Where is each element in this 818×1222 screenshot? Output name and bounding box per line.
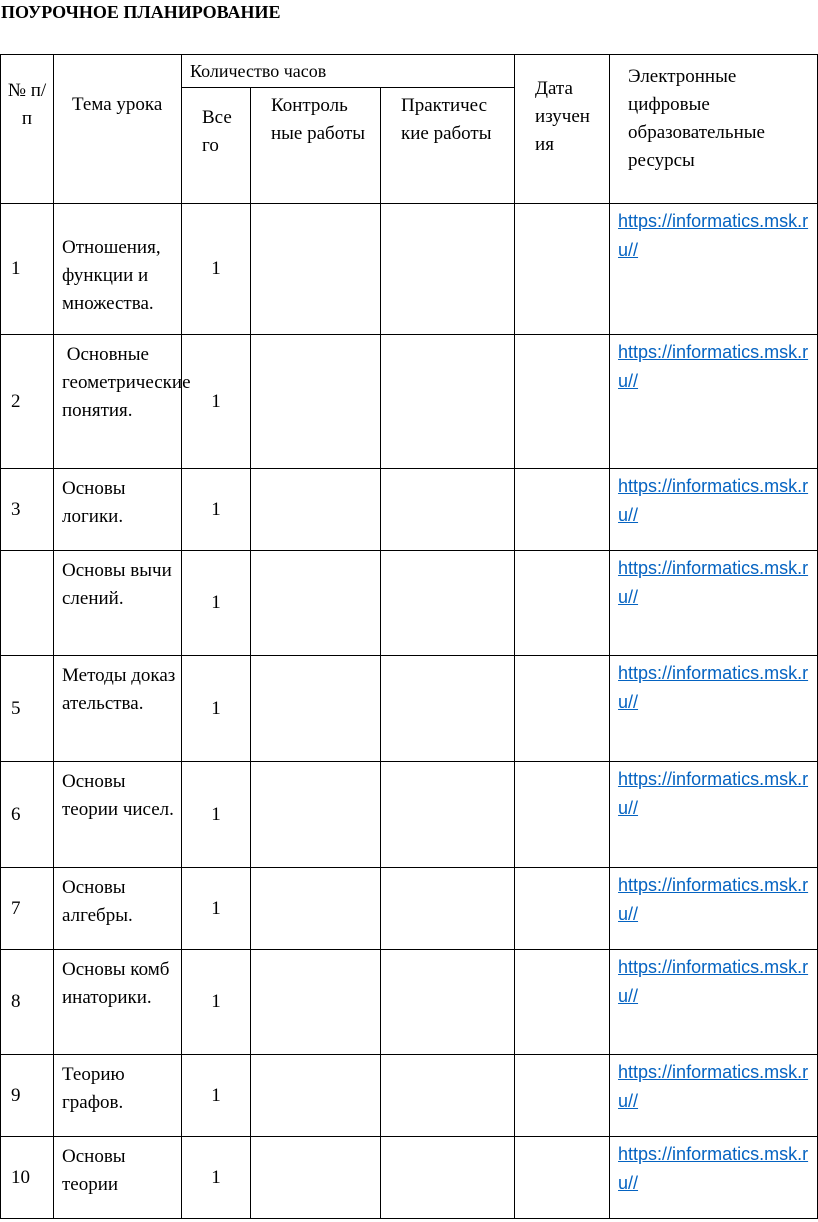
row-control <box>251 950 381 1055</box>
row-topic: Основы теории <box>54 1137 182 1219</box>
row-topic: Теорию графов. <box>54 1055 182 1137</box>
row-resource <box>610 950 818 1055</box>
row-number: 5 <box>1 656 54 762</box>
resource-link[interactable]: https://informatics.msk.ru// <box>618 663 809 712</box>
row-number <box>1 551 54 656</box>
row-control <box>251 469 381 551</box>
header-date: Дата изучен ия <box>515 55 610 204</box>
row-resource <box>610 469 818 551</box>
page-title: ПОУРОЧНОЕ ПЛАНИРОВАНИЕ <box>1 2 281 22</box>
row-resource <box>610 1055 818 1137</box>
row-hours: 1 <box>182 204 251 335</box>
header-control: Контроль ные работы <box>251 88 381 204</box>
row-date <box>515 469 610 551</box>
header-resources: Электронные цифровые образовательные ресурсы <box>610 55 818 204</box>
row-control <box>251 1137 381 1219</box>
table-row <box>1 1055 818 1137</box>
row-topic: Основы алгебры. <box>54 868 182 950</box>
table-row <box>1 950 818 1055</box>
resource-link[interactable]: https://informatics.msk.ru// <box>618 769 809 818</box>
row-topic: Основы комбинаторики. <box>54 950 182 1055</box>
row-control <box>251 204 381 335</box>
row-number: 3 <box>1 469 54 551</box>
row-practical <box>381 204 515 335</box>
row-resource <box>610 762 818 868</box>
table-header <box>1 55 818 204</box>
row-topic: Основы вычислений. <box>54 551 182 656</box>
row-date <box>515 762 610 868</box>
row-control <box>251 551 381 656</box>
row-date <box>515 551 610 656</box>
row-topic: Методы доказательства. <box>54 656 182 762</box>
row-number: 2 <box>1 335 54 469</box>
row-practical <box>381 868 515 950</box>
table-row <box>1 656 818 762</box>
row-topic: Отношения, функции и множества. <box>54 204 182 335</box>
row-control <box>251 656 381 762</box>
table-row <box>1 335 818 469</box>
table-row <box>1 762 818 868</box>
row-date <box>515 335 610 469</box>
row-control <box>251 868 381 950</box>
row-date <box>515 868 610 950</box>
row-hours: 1 <box>182 469 251 551</box>
row-resource <box>610 656 818 762</box>
resource-link[interactable]: https://informatics.msk.ru// <box>618 957 809 1006</box>
row-practical <box>381 1137 515 1219</box>
resource-link[interactable]: https://informatics.msk.ru// <box>618 558 809 607</box>
row-hours: 1 <box>182 551 251 656</box>
row-resource <box>610 1137 818 1219</box>
row-number: 1 <box>1 204 54 335</box>
table-row <box>1 204 818 335</box>
lesson-plan-table <box>0 54 818 1219</box>
table-row <box>1 868 818 950</box>
resource-link[interactable]: https://informatics.msk.ru// <box>618 1144 809 1193</box>
row-date <box>515 950 610 1055</box>
row-practical <box>381 335 515 469</box>
row-topic: Основные геометрические понятия. <box>54 335 182 469</box>
row-hours: 1 <box>182 1055 251 1137</box>
row-hours: 1 <box>182 868 251 950</box>
row-resource <box>610 204 818 335</box>
row-date <box>515 1055 610 1137</box>
row-topic: Основы логики. <box>54 469 182 551</box>
row-practical <box>381 656 515 762</box>
resource-link[interactable]: https://informatics.msk.ru// <box>618 1062 809 1111</box>
row-number: 6 <box>1 762 54 868</box>
row-resource <box>610 868 818 950</box>
resource-link[interactable]: https://informatics.msk.ru// <box>618 211 809 260</box>
header-hours-group: Количество часов <box>182 55 515 88</box>
row-hours: 1 <box>182 1137 251 1219</box>
row-date <box>515 204 610 335</box>
resource-link[interactable]: https://informatics.msk.ru// <box>618 342 809 391</box>
header-total: Все го <box>182 88 251 204</box>
header-practical: Практичес кие работы <box>381 88 515 204</box>
table-row <box>1 469 818 551</box>
row-practical <box>381 762 515 868</box>
row-control <box>251 1055 381 1137</box>
row-number: 7 <box>1 868 54 950</box>
row-practical <box>381 551 515 656</box>
row-hours: 1 <box>182 762 251 868</box>
row-practical <box>381 950 515 1055</box>
row-practical <box>381 1055 515 1137</box>
resource-link[interactable]: https://informatics.msk.ru// <box>618 875 809 924</box>
row-hours: 1 <box>182 656 251 762</box>
table-row <box>1 1137 818 1219</box>
row-date <box>515 1137 610 1219</box>
row-hours: 1 <box>182 335 251 469</box>
row-topic: Основы теории чисел. <box>54 762 182 868</box>
resource-link[interactable]: https://informatics.msk.ru// <box>618 476 809 525</box>
row-number: 10 <box>1 1137 54 1219</box>
header-topic: Тема урока <box>54 55 182 204</box>
row-control <box>251 762 381 868</box>
table-row <box>1 551 818 656</box>
row-resource <box>610 551 818 656</box>
row-number: 8 <box>1 950 54 1055</box>
row-date <box>515 656 610 762</box>
row-number: 9 <box>1 1055 54 1137</box>
row-control <box>251 335 381 469</box>
header-number: № п/ п <box>1 55 54 204</box>
row-resource <box>610 335 818 469</box>
row-hours: 1 <box>182 950 251 1055</box>
row-practical <box>381 469 515 551</box>
